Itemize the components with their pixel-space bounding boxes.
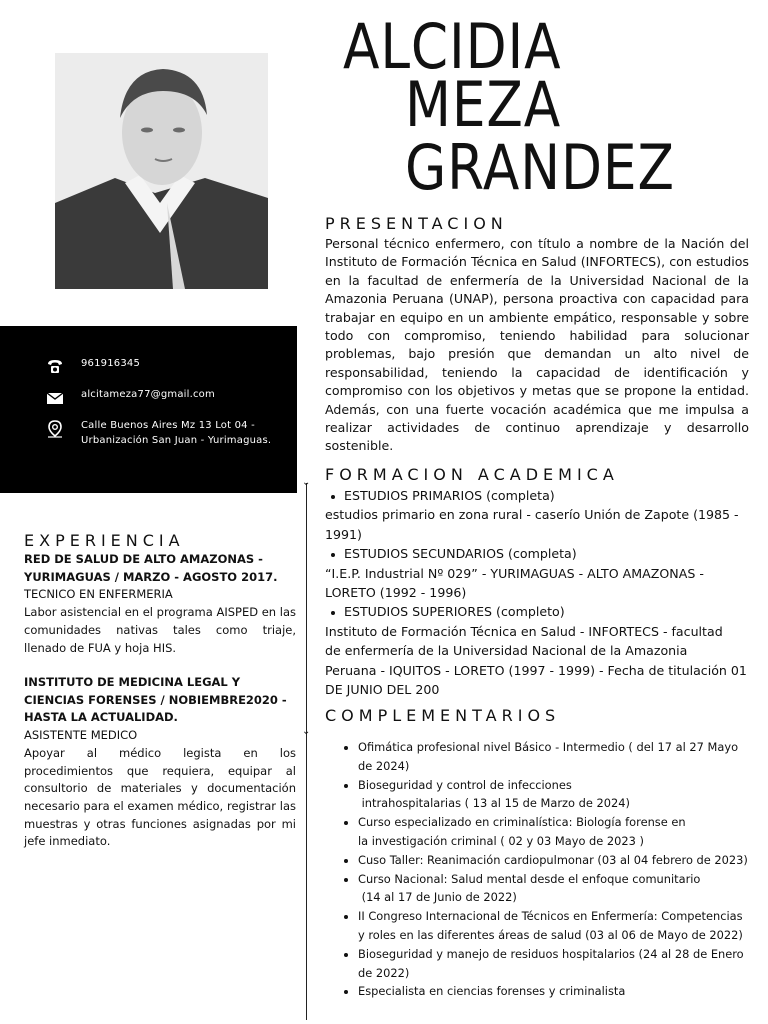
- complementarios-title: COMPLEMENTARIOS: [325, 706, 561, 725]
- contact-phone-row: [44, 356, 140, 378]
- formacion-line: “I.E.P. Industrial Nº 029” - YURIMAGUAS - ALTO AMAZONAS -: [325, 565, 704, 581]
- bullet-icon: [331, 495, 335, 499]
- address-line-1: Calle Buenos Aires Mz 13 Lot 04 -: [81, 420, 255, 431]
- complementarios-list: [341, 738, 766, 1001]
- formacion-head: ESTUDIOS SUPERIORES (completo): [344, 604, 565, 620]
- bullet-icon: [331, 553, 335, 557]
- list-item: [341, 776, 766, 795]
- item-line: Bioseguridad y control de infecciones: [358, 777, 572, 792]
- bullet-icon: [344, 990, 348, 994]
- item-line: de 2024): [358, 758, 410, 773]
- bullet-icon: [344, 878, 348, 882]
- column-divider: [306, 483, 307, 1020]
- formacion-title: FORMACION ACADEMICA: [325, 465, 619, 484]
- presentacion-title: PRESENTACION: [325, 214, 508, 233]
- bullet-icon: [344, 859, 348, 863]
- bullet-icon: [344, 746, 348, 750]
- bullet-icon: [344, 953, 348, 957]
- formacion-line: LORETO (1992 - 1996): [325, 585, 467, 601]
- job-role: ASISTENTE MEDICO: [24, 728, 138, 743]
- item-line: y roles en las diferentes áreas de salud (03 al 06 de Mayo de 2022): [358, 927, 743, 942]
- item-line: de 2022): [358, 965, 410, 980]
- experiencia-job-1: [24, 551, 296, 657]
- item-line: II Congreso Internacional de Técnicos en Enfermería: Competencias: [358, 909, 743, 924]
- experiencia-title: EXPERIENCIA: [24, 531, 185, 550]
- address: [81, 418, 271, 448]
- item-line: (14 al 17 de Junio de 2022): [358, 890, 517, 905]
- list-item: [341, 945, 766, 964]
- address-line-2: Urbanización San Juan - Yurimaguas.: [81, 435, 272, 446]
- list-item: [341, 907, 766, 926]
- bullet-icon: [344, 915, 348, 919]
- list-item: [341, 813, 766, 832]
- job-description: Apoyar al médico legista en los procedimientos que requiera, equipar al consultorio de materiales y documentación necesario para el examen médico, registrar las muestras y otras funciones asignadas por mi jefe inmediato.: [24, 745, 296, 849]
- bullet-icon: [344, 784, 348, 788]
- name-last: GRANDEZ: [405, 131, 675, 204]
- profile-photo: [55, 53, 268, 289]
- location-pin-icon: [44, 418, 66, 440]
- item-line: Curso especializado en criminalística: Biología forense en: [358, 815, 686, 830]
- divider-tick-top: ⌄: [302, 477, 311, 488]
- formacion-head: ESTUDIOS PRIMARIOS (completa): [344, 488, 555, 503]
- formacion-item: [325, 602, 750, 699]
- formacion-list: [325, 486, 750, 699]
- contact-panel: [0, 326, 297, 493]
- formacion-line: Instituto de Formación Técnica en Salud - INFORTECS - facultad: [325, 623, 723, 639]
- formacion-item: [325, 544, 750, 602]
- list-item: [341, 851, 766, 870]
- list-item: [341, 870, 766, 889]
- formacion-line: de enfermería de la Universidad Nacional de la Amazonia: [325, 643, 688, 659]
- presentacion-text: Personal técnico enfermero, con título a nombre de la Nación del Instituto de Formación Técnica en Salud (INFORTECS), con estudios en la facultad de enfermería de la Universidad Nacional de la Amazonia Peruana (UNAP), persona proactiva con capacidad para trabajar en equipo en un ambiente empático, responsable y sobre todo con compromiso, teniendo habilidad para solucionar problemas, bajo presión que demandan un alto nivel de responsabilidad, teniendo la capacidad de identificación y compromiso con los objetivos y metas que se propone la entidad. Además, con una fuerte vocación académica que me impulsa a realizar actividades de continuo aprendizaje y desarrollo sostenible.: [325, 236, 749, 454]
- list-item: [341, 982, 766, 1001]
- email-address: alcitameza77@gmail.com: [81, 389, 215, 400]
- contact-email-row: [44, 387, 215, 409]
- formacion-item: [325, 486, 750, 544]
- item-line: intrahospitalarias ( 13 al 15 de Marzo de 2024): [358, 796, 630, 811]
- item-line: Ofimática profesional nivel Básico - Intermedio ( del 17 al 27 Mayo: [358, 740, 739, 754]
- formacion-line: DE JUNIO DEL 200: [325, 682, 440, 698]
- mail-icon: [44, 387, 66, 409]
- name-middle: MEZA: [405, 68, 562, 141]
- job-role: TECNICO EN ENFERMERIA: [24, 587, 173, 602]
- item-line: la investigación criminal ( 02 y 03 Mayo de 2023 ): [358, 833, 644, 848]
- item-line: Bioseguridad y manejo de residuos hospitalarios (24 al 28 de Enero: [358, 946, 744, 961]
- formacion-line: 1991): [325, 526, 362, 542]
- experiencia-job-2: [24, 674, 296, 851]
- list-item: [341, 738, 766, 757]
- item-line: Cuso Taller: Reanimación cardiopulmonar (03 al 04 febrero de 2023): [358, 852, 748, 867]
- job-org: RED DE SALUD DE ALTO AMAZONAS - YURIMAGUAS / MARZO - AGOSTO 2017.: [24, 552, 278, 584]
- job-description: Labor asistencial en el programa AISPED en las comunidades nativas tales como triaje, llenado de FUA y hoja HIS.: [24, 605, 296, 655]
- bullet-icon: [331, 611, 335, 615]
- item-line: Especialista en ciencias forenses y criminalista: [358, 984, 626, 999]
- contact-address-row: [44, 418, 271, 448]
- divider-tick-mid: ⌄: [302, 726, 311, 737]
- phone-number: 961916345: [81, 358, 141, 369]
- item-line: Curso Nacional: Salud mental desde el enfoque comunitario: [358, 871, 701, 886]
- formacion-line: Peruana - IQUITOS - LORETO (1997 - 1999) - Fecha de titulación 01: [325, 662, 747, 678]
- job-org: INSTITUTO DE MEDICINA LEGAL Y CIENCIAS FORENSES / NOBIEMBRE2020 - HASTA LA ACTUALIDAD.: [24, 675, 287, 725]
- phone-icon: [44, 356, 66, 378]
- formacion-line: estudios primario en zona rural - caserío Unión de Zapote (1985 -: [325, 507, 739, 523]
- formacion-head: ESTUDIOS SECUNDARIOS (completa): [344, 546, 577, 562]
- bullet-icon: [344, 821, 348, 825]
- name-first: ALCIDIA: [343, 10, 562, 83]
